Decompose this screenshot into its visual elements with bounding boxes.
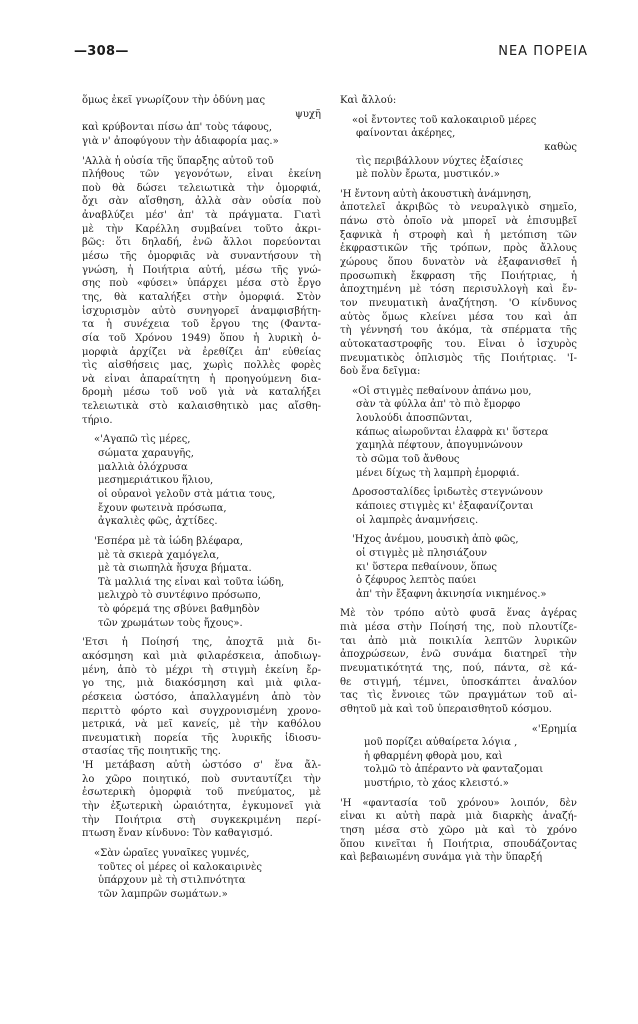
right-text-line: μένει δίχως τὴ λαμπρὴ ἐμορφιά. [356,467,520,479]
right-text-line: οἱ στιγμὲς μὲ πλησιάζουν [356,547,488,559]
left-text-line: λο χῶρο ποιητικό, ποὺ συνταυτίζει τὴν [82,773,321,785]
left-text-line: τὶς αἰσθήσεις μας, χωρὶς πολλὲς φορὲς [82,360,321,372]
right-text-line: ὅπου κινεῖται ἡ Ποιήτρια, σπουδάζοντας [340,838,577,850]
right-text-line: ἐκφραστικῶν τῆς τρόπων, πρὸς ἄλλους [340,243,577,255]
right-text-line: χώρους ὅπου δυνατὸν νὰ ἐξαφανισθεῖ ἡ [340,257,577,269]
right-text-line: μοῦ πορίζει αὐθαίρετα λόγια , [364,737,518,749]
left-text-line: οἱ οὐρανοὶ γελοῦν στὰ μάτια τους, [98,488,276,500]
right-text-line: εἶναι κι αὐτὴ παρὰ μιὰ διαρκὴς ἀναζή- [340,811,577,823]
right-text-line: τον πνευματικὴ ἀναζήτηση. 'Ο κίνδυνος [340,297,577,309]
right-text-line: ἀπ' τὴν ἔξαφνη ἀκινησία νικημένος.» [356,588,547,600]
left-text-line: μεσημεριάτικου ἥλιου, [98,475,214,487]
left-text-line: πνευματικὴ πορεία τῆς λυρικῆς ἰδιοσυ- [82,732,321,744]
right-text-line: τολμῶ τὸ ἀπέραντο νὰ φανταζομαι [364,764,544,776]
right-text-line: τας τὶς ἔννοιες τῶν πραγμάτων τοῦ αἰ- [340,690,577,702]
right-text-line: πάνω στὸ ὁποῖο νὰ μπορεῖ νὰ ἐπισυμβεῖ [340,216,577,228]
left-text-line: σης ποὺ «φύσει» ὑπάρχει μέσα στὸ ἔργο [82,278,321,290]
right-text-line: τὶς περιβάλλουν νύχτες ἐξαίσιες [356,155,524,167]
right-text-line: κι' ὕστερα πεθαίνουν, ὅπως [356,561,497,573]
right-text-line: 'Ηχος ἀνέμου, μουσικὴ ἀπὸ φῶς, [352,534,519,546]
right-text-line: δοὺ ἕνα δεῖγμα: [340,366,421,378]
left-text-line: της, θὰ καταλήξει στὴν ὀμορφιά. Στὸν [82,291,321,303]
right-text-line: 'Η ἔντονη αὐτὴ ἀκουστικὴ ἀνάμνηση, [340,188,532,200]
left-text-line: Τὰ μαλλιά της εἶναι καὶ τοῦτα ἰώδη, [98,576,285,588]
left-text-line: τοῦτες οἱ μέρες οἱ καλοκαιρινὲς [98,861,263,873]
right-text-line: ἀποτελεῖ ἀκριβῶς τὸ νευραλγικὸ σημεῖο, [340,202,577,214]
right-text-line: θε στιγμή, τέμνει, ὑποσκάπτει ἀναλύον [340,676,577,688]
right-text-line: αὐτὸς ὅμως κλείνει μέσα του καὶ ἀπ [340,311,577,323]
right-text-line: ξαφνικὰ ἡ στροφὴ καὶ ἡ μετόπιση τῶν [340,229,577,241]
left-text-line: 'Ετσι ἡ Ποίησή της, ἀποχτᾶ μιὰ δι- [82,637,321,649]
left-text-line: περιττὸ φόρτο καὶ συγχρονισμένη χρονο- [82,705,321,717]
left-text-line: ἐσωτερικὴ ὁμορφιὰ τοῦ πνεύματος, μὲ [82,787,321,799]
right-text-line: σὰν τὰ φύλλα ἀπ' τὸ πιὸ ἔμορφο [356,399,521,411]
right-text-line: κάποιες στιγμὲς κι' ἐξαφανίζονται [356,500,534,512]
right-text-line: καὶ βεβαιωμένη συνάμα γιὰ τὴν ὕπαρξή [340,852,543,864]
right-text-line: ἀποχρώσεων, ἐνῶ συνάμα διατηρεῖ τὴν [340,649,577,661]
right-text-column [340,94,577,865]
running-title: ΝΕΑ ΠΟΡΕΙΑ [498,44,588,59]
right-text-line: λουλούδι ἀποσπῶνται, [356,413,473,425]
left-text-line: ἰσχυρισμὸν αὐτὸ συνηγορεῖ ἀναμφισβήτη- [82,305,321,317]
left-text-line: μὲ τὰ σιωπηλὰ ἥσυχα βήματα. [98,563,252,575]
left-text-line: μὲ τὰ σκιερὰ χαμόγελα, [98,549,220,561]
right-text-line: ται ἀπὸ μιὰ ποικιλία λεπτῶν λυρικῶν [340,635,577,647]
right-text-line: πνευματικὸς ὁπλισμὸς τῆς Ποιήτριας. 'Ι- [340,352,577,364]
left-text-line: μὲ τὴν Καρέλλη συμβαίνει τοῦτο ἀκρι- [82,223,321,235]
left-text-line: «Σὰν ὡραῖες γυναῖκες γυμνές, [94,847,250,859]
left-text-line: γνώση, ἡ Ποιήτρια αὐτή, μέσω τῆς γνώ- [82,264,321,276]
left-text-line: στασίας τῆς ποιητικῆς της. [82,746,221,758]
left-text-line: σώματα χαραυγῆς, [98,448,194,460]
left-text-line: 'Εσπέρα μὲ τὰ ἰώδη βλέφαρα, [94,535,244,547]
left-text-line: μέσω τῆς ὀμορφιᾶς νὰ συναντήσουν τὴ [82,251,321,263]
page-number: —308— [74,44,129,59]
left-text-line: 'Η μετάβαση αὐτὴ ὡστόσο σ' ἕνα ἄλ- [82,760,321,772]
right-text-line: μυστήριο, τὸ χάος κλειστό.» [364,778,509,790]
left-text-line: καὶ κρύβονται πίσω ἀπ' τοὺς τάφους, [82,122,273,134]
left-text-line: μελιχρὸ τὸ συντέφινο πρόσωπο, [98,590,261,602]
left-text-line: 'Αλλὰ ἡ οὐσία τῆς ὕπαρξης αὐτοῦ τοῦ [82,155,274,167]
right-text-line: Καὶ ἄλλού: [340,95,397,106]
right-text-line: τὴ γέννησή του ἀκόμα, τὰ σπέρματα τῆς [340,325,577,337]
left-text-line: τὸ φόρεμά της σβύνει βαθμηδὸν [98,604,260,616]
right-text-line: οἱ λαμπρὲς ἀναμνήσεις. [356,514,479,526]
right-text-line: σθητοῦ μὰ καὶ τοῦ ὑπεραισθητοῦ κόσμου. [340,703,552,715]
left-text-line: πλήθους τῶν γεγονότων, εἶναι ἐκείνη [82,169,321,181]
right-text-line: «'Ερημία [531,723,577,735]
left-text-line: μένη, ἀπὸ τὸ μέχρι τὴ στιγμὴ ἐκείνη ἔρ- [82,664,321,676]
left-text-line: ἀγκαλιὲς φῶς, ἀχτίδες. [98,516,218,528]
page-header [0,44,638,66]
right-text-line: Δροσοσταλίδες ἰριδωτὲς στεγνώνουν [352,487,543,499]
right-text-line: ἡ φθαρμένη φθορὰ μου, καὶ [364,750,503,762]
right-text-line: πιὰ μέσα στὴν Ποίησή της, ποὺ πλουτίζε- [340,622,577,634]
left-text-line: γιὰ ν' ἀποφύγουν τὴν ἀδιαφορία μας.» [82,135,279,147]
left-text-line: βῶς: ὅτι δηλαδή, ἐνῶ ἄλλοι πορεύονται [82,237,321,249]
right-text-line: αὐτοκαταστροφῆς του. Εἶναι ὁ ἰσχυρὸς [340,338,577,350]
right-text-line: μὲ πολὺν ἔρωτα, μυστικόν.» [356,169,500,181]
left-text-line: δρομὴ μέσω τοῦ νοῦ γιὰ νὰ καταλήξει [82,387,321,399]
left-text-line: τελειωτικὰ στὸ καλαισθητικὸ μας αἴσθη- [82,401,321,413]
right-text-line: φαίνονται ἀκέρηες, [356,128,456,140]
left-text-line: τῶν λαμπρῶν σωμάτων.» [98,888,228,900]
right-text-line: ὁ ζέφυρος λεπτὸς παύει [356,575,477,587]
right-text-line: 'Η «φαντασία τοῦ χρόνου» λοιπόν, δὲν [340,797,577,809]
right-text-line: χαμηλὰ πέφτουν, ἀπογυμνώνουν [356,440,523,452]
left-text-column [82,94,321,902]
left-text-line: ρέσκεια ὡστόσο, ἀπαλλαγμένη ἀπὸ τὸν [82,691,321,703]
right-text-line: τηση μέσα στὸ χῶρο μὰ καὶ τὸ χρόνο [340,825,577,837]
left-text-line: μορφιὰ ἀρχίζει νὰ ἐρεθίζει ἀπ' εὐθείας [82,346,321,358]
left-text-line: τὴν Ποιήτρια στὴ συγκεκριμένη περί- [82,814,321,826]
left-text-line: πτωση ἕναν κίνδυνο: Τὸν καθαγισμό. [82,828,273,840]
left-text-line: τὴν ἐξωτερικὴ ὡραιότητα, ἐγκυμονεῖ γιὰ [82,801,321,813]
left-text-line: ποὺ θὰ δώσει τελειωτικὰ τὴν ὁμορφιά, [82,182,321,194]
left-text-line: ἔχουν φωτεινὰ πρόσωπα, [98,502,227,514]
left-text-line: ἀναβλύζει μέσ' ἀπ' τὰ πράγματα. Γιατὶ [82,210,321,222]
left-text-line: νὰ εἶναι ἀπαραίτητη ἡ προηγούμενη δια- [82,373,321,385]
left-text-line: «'Αγαπῶ τὶς μέρες, [94,434,191,446]
left-text-line: μαλλιὰ ὁλόχρυσα [98,461,188,473]
right-text-line: Μὲ τὸν τρόπο αὐτὸ φυσᾶ ἕνας ἀγέρας [340,608,577,620]
left-text-line: σία τοῦ Χρόνου 1949) ὅπου ἡ λυρικὴ ὁ- [82,332,321,344]
left-text-line: μετρικά, νὰ μεῖ κανείς, μὲ τὴν καθόλου [82,719,321,731]
right-text-line: ἀποχτημένη μὲ τόση περισυλλογὴ καὶ ἔν- [340,284,577,296]
left-text-line: γο της, μιὰ διακόσμηση καὶ μιὰ φιλα- [82,678,321,690]
left-text-line: τήριο. [82,414,113,426]
left-text-line: ὄχι σὰν αἴσθηση, ἀλλὰ σὰν οὐσία ποὺ [82,196,321,208]
right-text-line: προσωπικὴ ἔκφραση τῆς Ποιήτριας, ἡ [340,270,577,282]
left-text-line: τῶν χρωμάτων τοὺς ἤχους». [98,617,243,629]
right-text-line: τὸ σῶμα τοῦ ἄνθους [356,454,460,466]
left-text-line: ψυχῆ [295,108,321,120]
left-text-line: ὅμως ἐκεῖ γνωρίζουν τὴν ὀδύνη μας [82,95,266,106]
right-text-line: «οἱ ἔντοντες τοῦ καλοκαιριοῦ μέρες [352,114,537,126]
right-text-line: καθὼς [544,141,577,153]
right-text-line: κάπως αἰωροῦνται ἐλαφρὰ κι' ὕστερα [356,426,549,438]
right-text-line: πνευματικότητά της, πού, πάντα, σὲ κά- [340,662,577,674]
left-text-line: τα ἡ συνέχεια τοῦ ἔργου της (Φαντα- [82,319,321,331]
left-text-line: ακόσμηση καὶ μιὰ φιλαρέσκεια, ἀποδιωγ- [82,650,321,662]
right-text-line: «Οἱ στιγμὲς πεθαίνουν ἀπάνω μου, [352,385,532,397]
left-text-line: ὑπάρχουν μὲ τὴ στιλπνότητα [98,875,246,887]
